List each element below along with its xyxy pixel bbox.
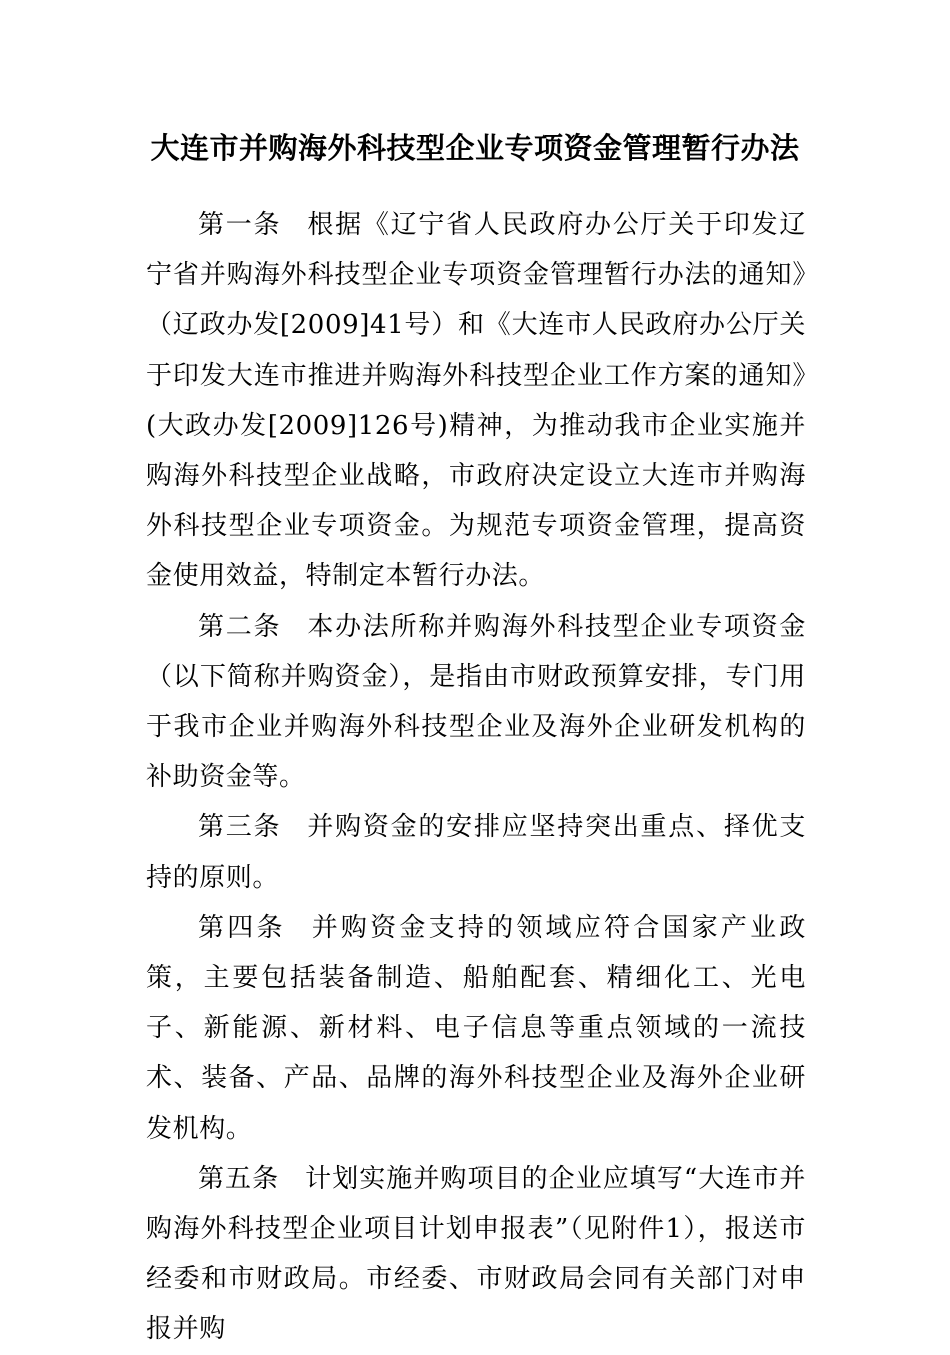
article-1 [146, 200, 806, 602]
document-body [146, 200, 806, 1355]
article-number: 第四条 [198, 912, 286, 943]
article-text: 计划实施并购项目的企业应填写“大连市并购海外科技型企业项目计划申报表”（见附件1），报送市经委和市财政局。市经委、市财政局会同有关部门对申报并购 [146, 1163, 806, 1345]
article-number: 第五条 [198, 1163, 280, 1194]
article-text: 本办法所称并购海外科技型企业专项资金（以下简称并购资金），是指由市财政预算安排，专门用于我市企业并购海外科技型企业及海外企业研发机构的补助资金等。 [146, 611, 806, 793]
document-title: 大连市并购海外科技型企业专项资金管理暂行办法 [150, 131, 800, 165]
article-4 [146, 903, 806, 1154]
article-number: 第二条 [198, 611, 282, 642]
article-number: 第三条 [198, 812, 282, 843]
article-2 [146, 602, 806, 803]
article-number: 第一条 [198, 210, 282, 240]
article-3 [146, 802, 806, 902]
article-text: 并购资金支持的领域应符合国家产业政策，主要包括装备制造、船舶配套、精细化工、光电子、新能源、新材料、电子信息等重点领域的一流技术、装备、产品、品牌的海外科技型企业及海外企业研发机构。 [146, 912, 806, 1144]
article-text: 并购资金的安排应坚持突出重点、择优支持的原则。 [146, 812, 806, 893]
article-5 [146, 1154, 806, 1355]
article-text: 根据《辽宁省人民政府办公厅关于印发辽宁省并购海外科技型企业专项资金管理暂行办法的通知》（辽政办发[2009]41号）和《大连市人民政府办公厅关于印发大连市推进并购海外科技型企业工作方案的通知》(大政办发[2009]126号)精神，为推动我市企业实施并购海外科技型企业战略，市政府决定设立大连市并购海外科技型企业专项资金。为规范专项资金管理，提高资金使用效益，特制定本暂行办法。 [146, 210, 806, 592]
